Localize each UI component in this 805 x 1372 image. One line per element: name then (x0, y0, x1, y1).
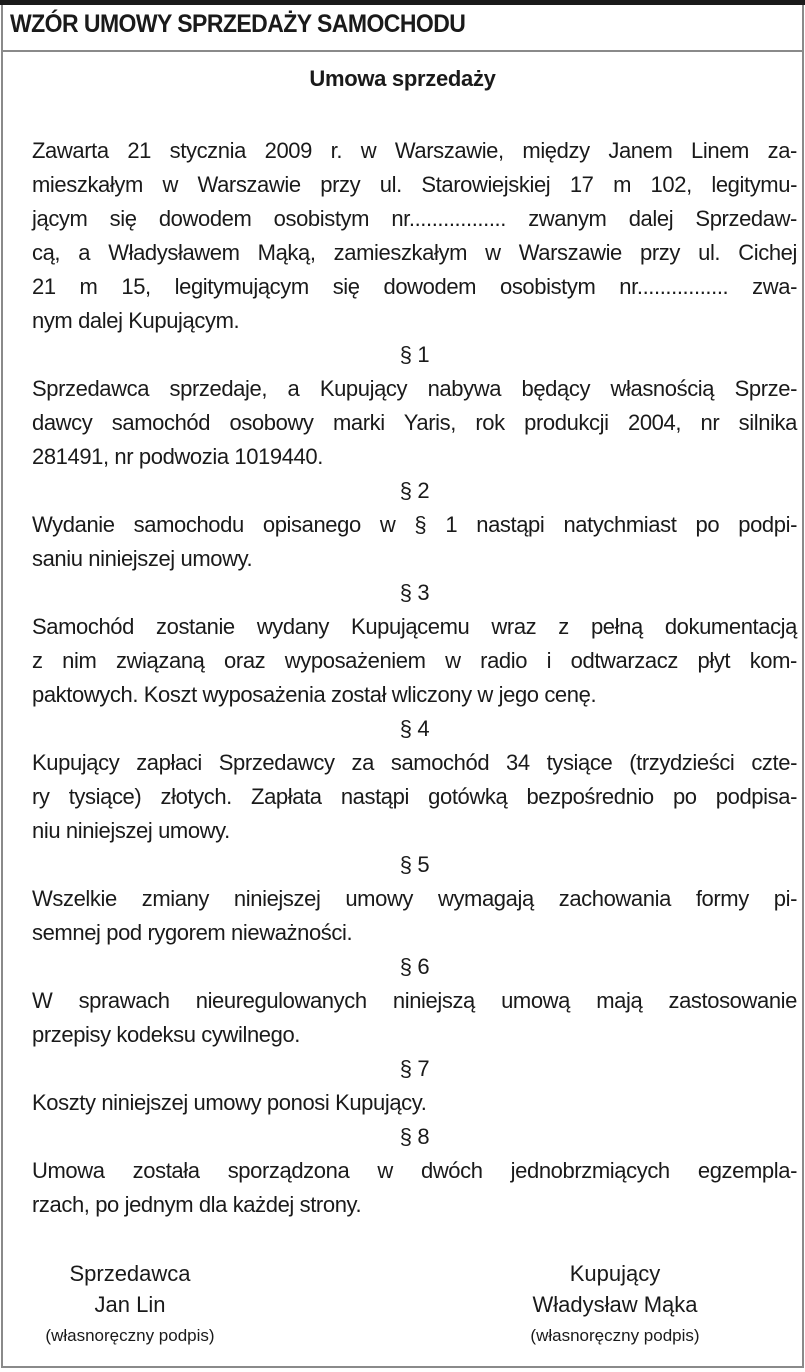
document-header: WZÓR UMOWY SPRZEDAŻY SAMOCHODU (10, 10, 466, 38)
section-number: § 7 (399, 1056, 430, 1081)
paragraph-line: jącym się dowodem osobistym nr................. zwanym dalej Sprzedaw- (32, 206, 797, 231)
section-number: § 6 (399, 954, 430, 979)
paragraph-line: W sprawach nieuregulowanych niniejszą umową mają zastosowanie (32, 988, 797, 1013)
contract-title: Umowa sprzedaży (309, 66, 496, 91)
paragraph-line: 21 m 15, legitymującym się dowodem osobistym nr................ zwa- (32, 274, 797, 299)
paragraph-line: saniu niniejszej umowy. (32, 546, 253, 571)
buyer-signature-note: (własnoręczny podpis) (530, 1326, 700, 1345)
buyer-signature (465, 1258, 765, 1351)
paragraph-line: ry tysiące) złotych. Zapłata nastąpi gotówką bezpośrednio po podpisa- (32, 784, 797, 809)
paragraph-line: Umowa została sporządzona w dwóch jednobrzmiących egzempla- (32, 1158, 797, 1183)
buyer-role: Kupujący (569, 1261, 661, 1286)
paragraph-line: paktowych. Koszt wyposażenia został wliczony w jego cenę. (32, 682, 597, 707)
seller-signature (0, 1258, 280, 1351)
paragraph-line: Koszty niniejszej umowy ponosi Kupujący. (32, 1090, 427, 1115)
paragraph-line: dawcy samochód osobowy marki Yaris, rok produkcji 2004, nr silnika (32, 410, 797, 435)
buyer-name: Władysław Mąka (532, 1292, 698, 1317)
section-number: § 5 (399, 852, 430, 877)
paragraph-line: z nim związaną oraz wyposażeniem w radio i odtwarzacz płyt kom- (32, 648, 797, 673)
seller-role: Sprzedawca (69, 1261, 191, 1286)
seller-name: Jan Lin (94, 1292, 166, 1317)
header-divider (1, 50, 804, 52)
section-number: § 2 (399, 478, 430, 503)
paragraph-line: Samochód zostanie wydany Kupującemu wraz z pełną dokumentacją (32, 614, 797, 639)
paragraph-line: Zawarta 21 stycznia 2009 r. w Warszawie, między Janem Linem za- (32, 138, 797, 163)
contract-body (32, 134, 797, 1222)
paragraph-line: nym dalej Kupującym. (32, 308, 240, 333)
paragraph-line: cą, a Władysławem Mąką, zamieszkałym w Warszawie przy ul. Cichej (32, 240, 797, 265)
paragraph-line: mieszkałym w Warszawie przy ul. Starowiejskiej 17 m 102, legitymu- (32, 172, 797, 197)
paragraph-line: semnej pod rygorem nieważności. (32, 920, 353, 945)
section-number: § 4 (399, 716, 430, 741)
section-number: § 8 (399, 1124, 430, 1149)
section-number: § 3 (399, 580, 430, 605)
paragraph-line: Wydanie samochodu opisanego w § 1 nastąpi natychmiast po podpi- (32, 512, 797, 537)
paragraph-line: Kupujący zapłaci Sprzedawcy za samochód 34 tysiące (trzydzieści czte- (32, 750, 797, 775)
paragraph-line: 281491, nr podwozia 1019440. (32, 444, 323, 469)
section-number: § 1 (399, 342, 430, 367)
paragraph-line: niu niniejszej umowy. (32, 818, 230, 843)
paragraph-line: Wszelkie zmiany niniejszej umowy wymagają zachowania formy pi- (32, 886, 797, 911)
seller-signature-note: (własnoręczny podpis) (45, 1326, 215, 1345)
paragraph-line: przepisy kodeksu cywilnego. (32, 1022, 301, 1047)
paragraph-line: Sprzedawca sprzedaje, a Kupujący nabywa będący własnością Sprze- (32, 376, 797, 401)
paragraph-line: rzach, po jednym dla każdej strony. (32, 1192, 362, 1217)
